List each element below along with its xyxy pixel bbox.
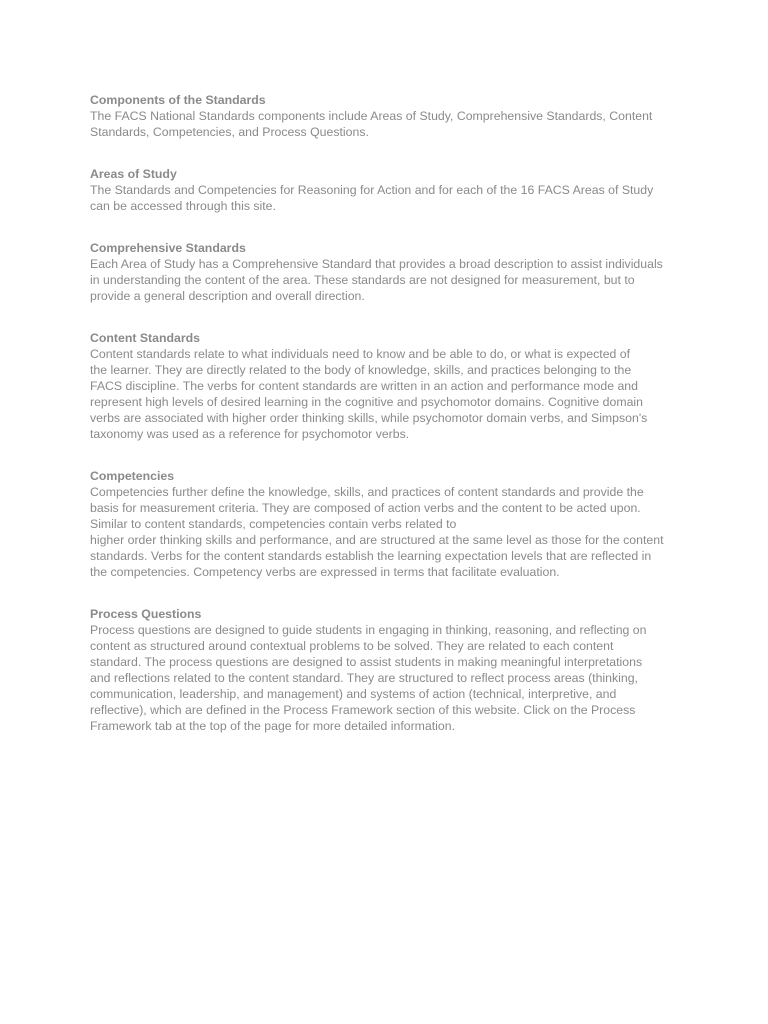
- paragraph-line: Standards, Competencies, and Process Questions.: [90, 125, 369, 139]
- document-page: [90, 92, 690, 760]
- paragraph-line: the competencies. Competency verbs are expressed in terms that facilitate evaluation.: [90, 565, 560, 579]
- section-components: [90, 92, 690, 140]
- section-competencies: [90, 468, 690, 580]
- paragraph-line: reflective), which are defined in the Process Framework section of this website. Click on the Process: [90, 703, 636, 717]
- section-heading: Competencies: [90, 469, 175, 483]
- paragraph-line: Content standards relate to what individuals need to know and be able to do, or what is expected of: [90, 347, 631, 361]
- paragraph-line: Framework tab at the top of the page for more detailed information.: [90, 719, 456, 733]
- paragraph-line: in understanding the content of the area. These standards are not designed for measurement, but to: [90, 273, 635, 287]
- paragraph-line: The Standards and Competencies for Reasoning for Action and for each of the 16 FACS Areas of Study: [90, 183, 654, 197]
- section-heading: Process Questions: [90, 607, 202, 621]
- paragraph-line: standard. The process questions are designed to assist students in making meaningful interpretations: [90, 655, 643, 669]
- paragraph-line: content as structured around contextual problems to be solved. They are related to each content: [90, 639, 614, 653]
- section-heading: Components of the Standards: [90, 93, 266, 107]
- paragraph-line: standards. Verbs for the content standards establish the learning expectation levels that are reflected in: [90, 549, 652, 563]
- paragraph-line: and reflections related to the content standard. They are structured to reflect process areas (thinking,: [90, 671, 638, 685]
- paragraph-line: Similar to content standards, competencies contain verbs related to: [90, 517, 457, 531]
- paragraph-line: The FACS National Standards components include Areas of Study, Comprehensive Standards, Content: [90, 109, 653, 123]
- paragraph-line: taxonomy was used as a reference for psychomotor verbs.: [90, 427, 410, 441]
- section-heading: Areas of Study: [90, 167, 177, 181]
- paragraph-line: can be accessed through this site.: [90, 199, 276, 213]
- paragraph-line: represent high levels of desired learning in the cognitive and psychomotor domains. Cognitive domain: [90, 395, 643, 409]
- section-content-standards: [90, 330, 690, 442]
- section-heading: Content Standards: [90, 331, 200, 345]
- section-heading: Comprehensive Standards: [90, 241, 246, 255]
- section-process-questions: [90, 606, 690, 734]
- paragraph-line: the learner. They are directly related to the body of knowledge, skills, and practices belonging to the: [90, 363, 632, 377]
- paragraph-line: Competencies further define the knowledge, skills, and practices of content standards and provide the: [90, 485, 644, 499]
- paragraph-line: Process questions are designed to guide students in engaging in thinking, reasoning, and reflecting on: [90, 623, 647, 637]
- section-areas-of-study: [90, 166, 690, 214]
- paragraph-line: Each Area of Study has a Comprehensive Standard that provides a broad description to assist individuals: [90, 257, 663, 271]
- paragraph-line: higher order thinking skills and performance, and are structured at the same level as those for the content: [90, 533, 664, 547]
- section-comprehensive-standards: [90, 240, 690, 304]
- paragraph-line: verbs are associated with higher order thinking skills, while psychomotor domain verbs, and Simpson's: [90, 411, 648, 425]
- paragraph-line: basis for measurement criteria. They are composed of action verbs and the content to be acted upon.: [90, 501, 641, 515]
- paragraph-line: communication, leadership, and management) and systems of action (technical, interpretive, and: [90, 687, 617, 701]
- paragraph-line: FACS discipline. The verbs for content standards are written in an action and performance mode and: [90, 379, 638, 393]
- paragraph-line: provide a general description and overall direction.: [90, 289, 365, 303]
